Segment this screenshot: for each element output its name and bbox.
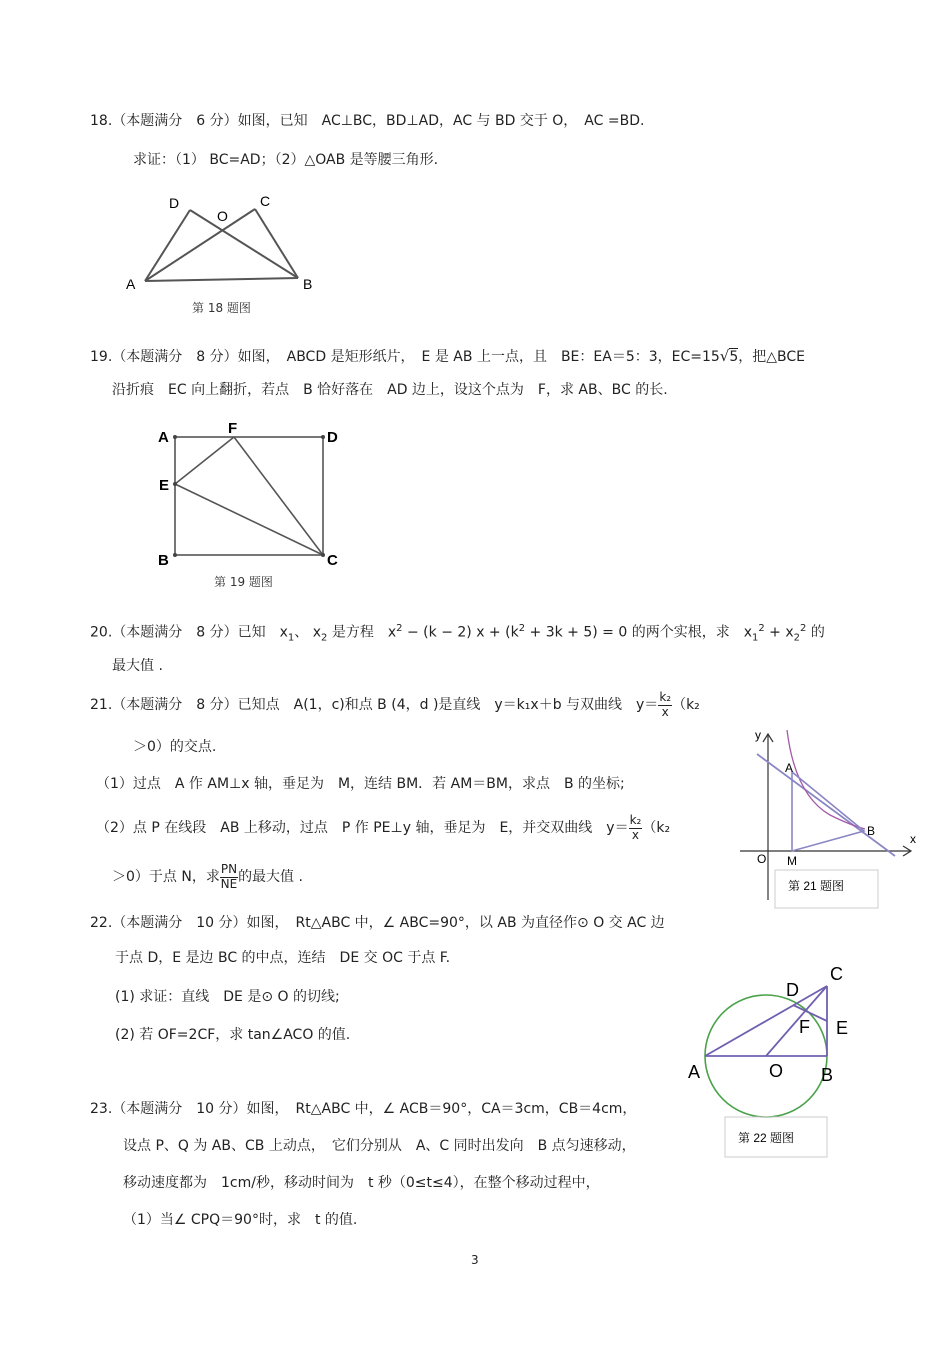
q21-figure xyxy=(735,725,925,910)
q23-line3: 移动速度都为 1cm/秒，移动时间为 t 秒（0≤t≤4），在整个移动过程中， xyxy=(123,1175,600,1191)
q20-sub-2: 2 xyxy=(321,632,328,644)
q19-label-e: E xyxy=(159,477,170,494)
q19-caption: 第 19 题图 xyxy=(214,575,273,589)
q21-fraction-3 xyxy=(220,863,238,892)
q19-label-d: D xyxy=(327,429,338,446)
q21-frac3-num: PN xyxy=(220,861,238,876)
q21-line5-a: ＞0）于点 N，求 xyxy=(112,869,220,885)
q22-line4: (2) 若 OF=2CF，求 tan∠ACO 的值. xyxy=(115,1027,351,1043)
q20-sup-1: 2 xyxy=(396,623,403,634)
q19-line1 xyxy=(90,349,805,364)
q19-sqrt-value: 5 xyxy=(729,349,739,365)
q21-frac1-den: x xyxy=(661,704,669,719)
q21-line4 xyxy=(96,812,670,844)
q18-label-d: D xyxy=(169,195,180,211)
q22-figure xyxy=(680,955,880,1160)
q18-label-o: O xyxy=(217,208,228,224)
q20-sub-3: 1 xyxy=(751,632,759,644)
q21-line2: ＞0）的交点. xyxy=(133,739,217,755)
q21-line4-a: （2）点 P 在线段 AB 上移动，过点 P 作 PE⊥y 轴，垂足为 E，并交双曲线 y＝ xyxy=(96,820,629,836)
q18-line1: 18.（本题满分 6 分）如图，已知 AC⊥BC，BD⊥AD，AC 与 BD 交于 O， AC =BD. xyxy=(90,113,645,129)
q22-label-c: C xyxy=(830,964,843,984)
page-number: 3 xyxy=(471,1253,479,1267)
q21-line1-b: （k₂ xyxy=(672,697,700,713)
q22-label-a: A xyxy=(688,1062,701,1082)
q19-line1-b: ，把△BCE xyxy=(738,349,806,365)
q20-sup-2: 2 xyxy=(518,623,526,634)
q19-label-a: A xyxy=(158,429,169,446)
q21-label-x: x xyxy=(910,832,916,846)
q21-frac2-num: k₂ xyxy=(629,812,642,827)
q20-sup-3: 2 xyxy=(758,623,765,634)
q18-label-a: A xyxy=(126,276,136,292)
q21-line5 xyxy=(112,861,303,893)
q21-caption: 第 21 题图 xyxy=(788,879,845,893)
q23-line4: （1）当∠ CPQ＝90°时，求 t 的值. xyxy=(123,1212,358,1228)
q20-sub-1: 1 xyxy=(287,632,295,644)
q23-line2: 设点 P、Q 为 AB、CB 上动点， 它们分别从 A、C 同时出发向 B 点匀速移动， xyxy=(123,1138,636,1154)
q22-line2: 于点 D，E 是边 BC 的中点，连结 DE 交 OC 于点 F. xyxy=(115,950,451,966)
q21-line1 xyxy=(90,689,700,721)
q22-label-e: E xyxy=(836,1018,849,1038)
q19-line1-a: 19.（本题满分 8 分）如图， ABCD 是矩形纸片， E 是 AB 上一点，且 BE：EA＝5：3，EC=15 xyxy=(90,349,720,365)
q20-t-c: 是方程 x xyxy=(327,624,397,641)
q22-line1: 22.（本题满分 10 分）如图， Rt△ABC 中，∠ ABC=90°，以 AB 为直径作⊙ O 交 AC 边 xyxy=(90,915,665,931)
q22-label-d: D xyxy=(786,980,799,1000)
q20-line1 xyxy=(90,624,825,643)
q22-caption: 第 22 题图 xyxy=(738,1131,795,1145)
q18-figure xyxy=(115,190,335,300)
q21-label-m: M xyxy=(787,854,797,868)
q23-line1: 23.（本题满分 10 分）如图， Rt△ABC 中，∠ ACB＝90°，CA＝3cm，CB＝4cm， xyxy=(90,1101,637,1117)
q19-label-c: C xyxy=(327,552,338,569)
q20-t-d: − (k − 2) x + (k xyxy=(402,624,519,641)
q21-line3: （1）过点 A 作 AM⊥x 轴，垂足为 M，连结 BM．若 AM＝BM，求点 B 的坐标; xyxy=(96,776,625,792)
q22-line3: (1) 求证：直线 DE 是⊙ O 的切线; xyxy=(115,989,340,1005)
q21-label-a: A xyxy=(785,761,794,775)
q21-frac1-num: k₂ xyxy=(659,689,672,704)
q20-t-a: 20.（本题满分 8 分）已知 x xyxy=(90,624,288,641)
q18-label-c: C xyxy=(260,193,271,209)
q20-sup-4: 2 xyxy=(800,623,807,634)
q22-label-o: O xyxy=(769,1061,784,1081)
q19-line2: 沿折痕 EC 向上翻折，若点 B 恰好落在 AD 边上，设这个点为 F，求 AB、BC 的长. xyxy=(112,382,668,398)
q20-t-b: 、 x xyxy=(294,624,322,641)
q21-frac3-den: NE xyxy=(220,876,238,891)
q21-line1-a: 21.（本题满分 8 分）已知点 A(1，c)和点 B (4，d )是直线 y＝k₁x＋b 与双曲线 y＝ xyxy=(90,697,659,713)
q20-t-g: 的 xyxy=(806,624,825,641)
q20-sub-4: 2 xyxy=(793,632,801,644)
q18-line2: 求证：（1） BC=AD；（2）△OAB 是等腰三角形. xyxy=(133,152,439,168)
q21-frac2-den: x xyxy=(631,827,640,842)
q20-t-e: + 3k + 5) = 0 的两个实根，求 x xyxy=(525,624,752,641)
q21-fraction-2 xyxy=(629,814,643,843)
q21-fraction-1 xyxy=(658,691,672,720)
q20-t-f: + x xyxy=(764,624,794,641)
sqrt-icon: √ xyxy=(719,347,730,365)
q21-line4-b: （k₂ xyxy=(642,820,671,836)
q19-label-b: B xyxy=(158,552,169,569)
q18-caption: 第 18 题图 xyxy=(192,301,251,315)
q18-label-b: B xyxy=(303,276,313,292)
q21-line5-b: 的最大值 . xyxy=(238,869,303,885)
q22-label-f: F xyxy=(799,1017,810,1037)
q20-line2: 最大值 . xyxy=(112,658,163,674)
q21-label-o: O xyxy=(757,852,767,866)
q21-label-b: B xyxy=(867,824,876,838)
q21-label-y: y xyxy=(755,728,761,742)
q22-label-b: B xyxy=(821,1065,834,1085)
q19-figure xyxy=(150,415,360,575)
q19-label-f: F xyxy=(228,420,238,437)
